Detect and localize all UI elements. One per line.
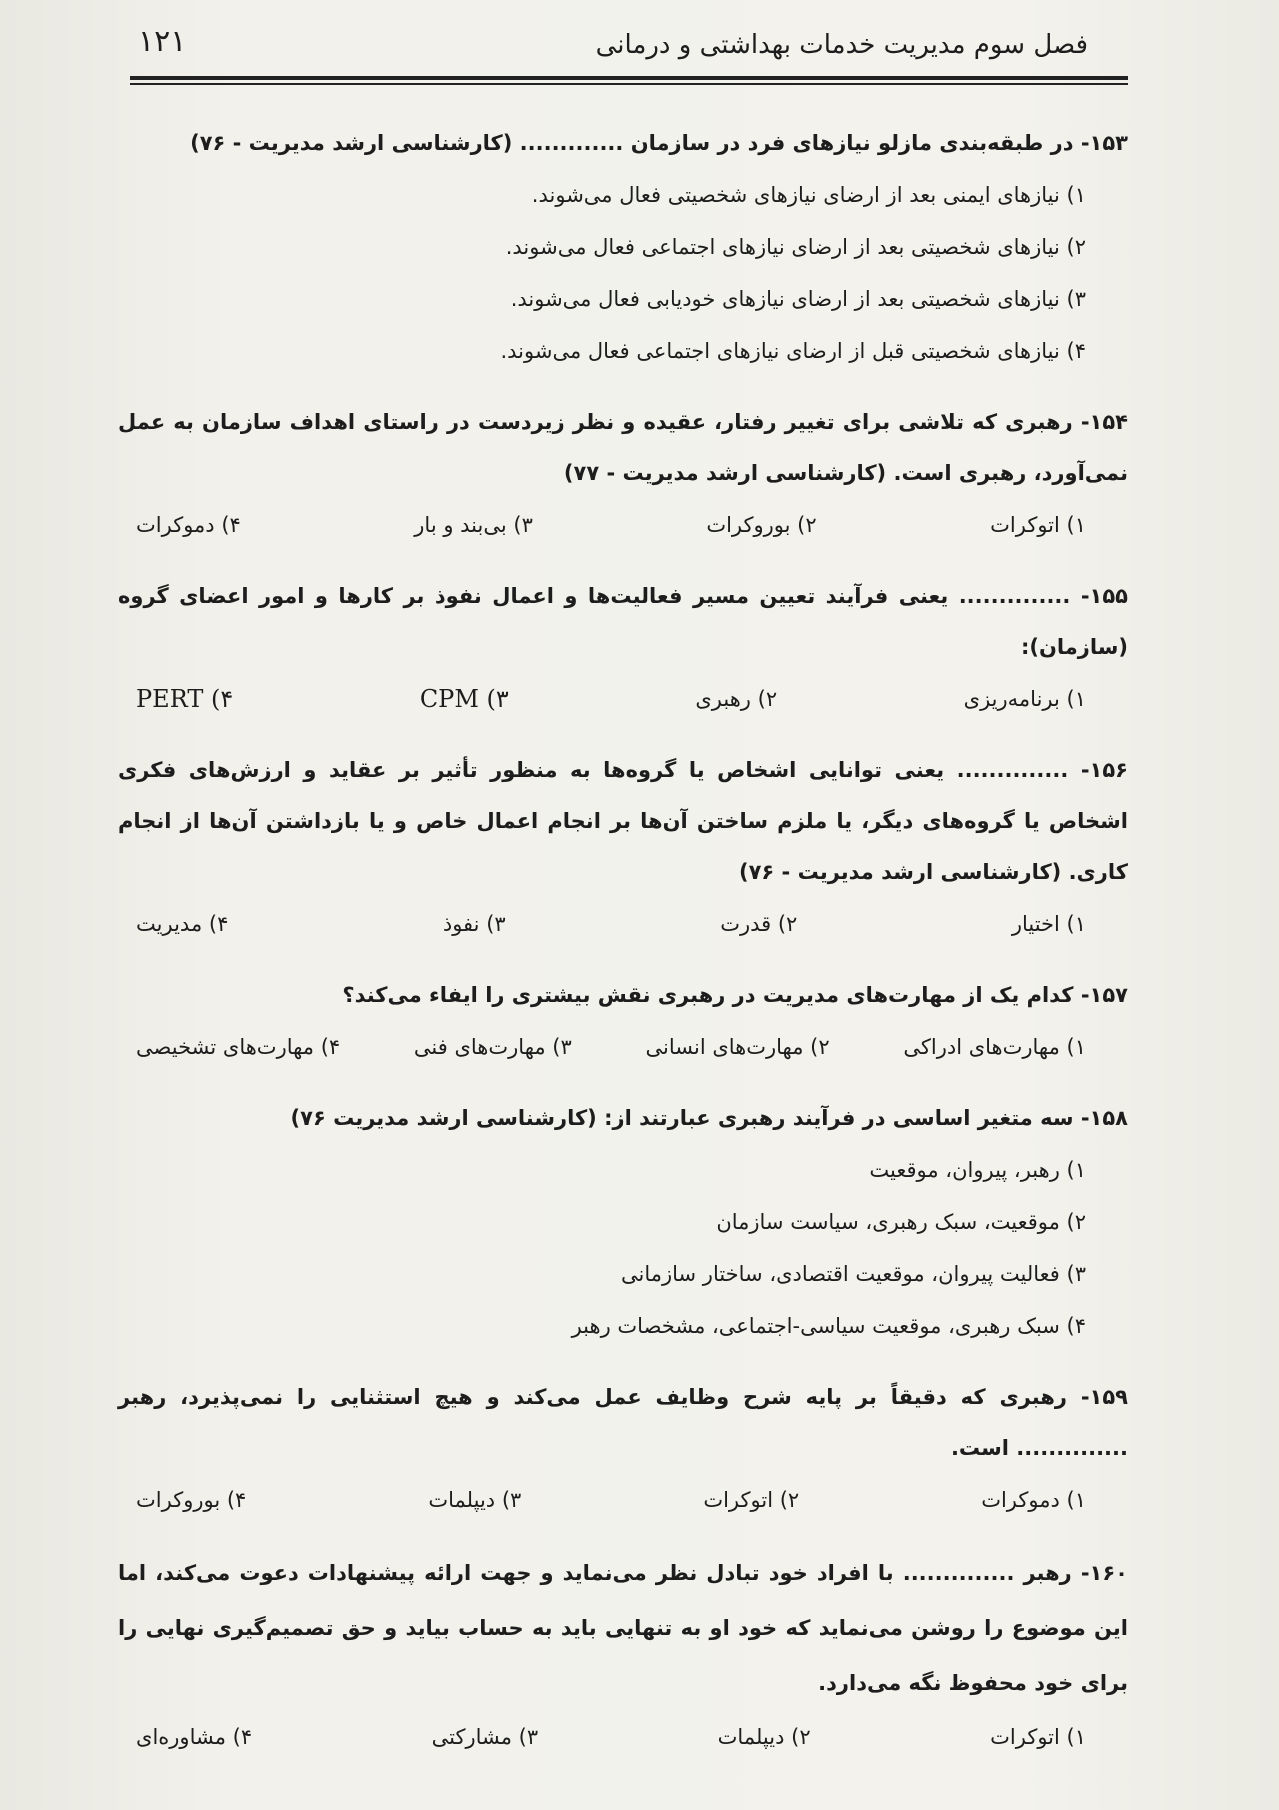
option-3: ۳) دیپلمات xyxy=(428,1488,522,1512)
question-153 xyxy=(118,118,1128,377)
question-155 xyxy=(118,571,1128,725)
option-3: ۳) نیازهای شخصیتی بعد از ارضای نیازهای خودیابی فعال می‌شوند. xyxy=(510,287,1086,311)
page-header xyxy=(130,16,1128,84)
question-158 xyxy=(118,1093,1128,1352)
header-rule-thick xyxy=(130,76,1128,80)
option-2: ۲) قدرت xyxy=(720,912,798,936)
option-3: ۳) بی‌بند و بار xyxy=(414,513,533,537)
question-text: ۱۵۸- سه متغیر اساسی در فرآیند رهبری عبارتند از: (کارشناسی ارشد مدیریت ۷۶) xyxy=(290,1106,1128,1130)
question-text: ۱۵۷- کدام یک از مهارت‌های مدیریت در رهبری نقش بیشتری را ایفاء می‌کند؟ xyxy=(342,983,1128,1007)
option-2: ۲) موقعیت، سبک رهبری، سیاست سازمان xyxy=(716,1210,1086,1234)
question-text: ۱۵۵- .............. یعنی فرآیند تعیین مسیر فعالیت‌ها و اعمال نفوذ بر کارها و امور اعضای گروه (سازمان): xyxy=(118,584,1128,659)
option-4: ۴) مشاوره‌ای xyxy=(136,1725,253,1749)
option-2: ۲) رهبری xyxy=(695,687,778,711)
option-4: ۴) PERT xyxy=(136,685,234,713)
option-3: ۳) فعالیت پیروان، موقعیت اقتصادی، ساختار سازمانی xyxy=(621,1262,1086,1286)
option-2: ۲) بوروکرات xyxy=(706,513,817,537)
option-3: ۳) CPM xyxy=(419,685,509,713)
question-159 xyxy=(118,1372,1128,1526)
option-1: ۱) اختیار xyxy=(1011,912,1086,936)
option-4: ۴) سبک رهبری، موقعیت سیاسی-اجتماعی، مشخصات رهبر xyxy=(571,1314,1086,1338)
page-number: ۱۲۱ xyxy=(138,24,187,59)
header-rule-thin xyxy=(130,83,1128,85)
question-text: ۱۵۴- رهبری که تلاشی برای تغییر رفتار، عقیده و نظر زیردست در راستای اهداف سازمان به عمل نمی‌آورد، رهبری است. (کارشناسی ارشد مدیریت - ۷۷) xyxy=(118,410,1128,485)
option-2: ۲) دیپلمات xyxy=(717,1725,811,1749)
option-1: ۱) برنامه‌ریزی xyxy=(963,687,1086,711)
chapter-title: فصل سوم مدیریت خدمات بهداشتی و درمانی xyxy=(595,30,1088,60)
option-4: ۴) مدیریت xyxy=(136,912,229,936)
option-3: ۳) نفوذ xyxy=(442,912,506,936)
option-4: ۴) بوروکرات xyxy=(136,1488,247,1512)
option-1: ۱) مهارت‌های ادراکی xyxy=(903,1035,1086,1059)
option-1: ۱) اتوکرات xyxy=(990,513,1086,537)
option-1: ۱) رهبر، پیروان، موقعیت xyxy=(869,1158,1086,1182)
options-row xyxy=(118,499,1128,551)
options-row xyxy=(118,898,1128,950)
question-156 xyxy=(118,745,1128,950)
option-4: ۴) نیازهای شخصیتی قبل از ارضای نیازهای اجتماعی فعال می‌شوند. xyxy=(500,339,1086,363)
option-1: ۱) نیازهای ایمنی بعد از ارضای نیازهای شخصیتی فعال می‌شوند. xyxy=(531,183,1086,207)
question-text: ۱۶۰- رهبر .............. با افراد خود تبادل نظر می‌نماید و جهت ارائه پیشنهادات دعوت می‌کند، اما این موضوع را روشن می‌نماید که خود او به تنهایی باید به حساب بیاید و حق تصمیم‌گیری نهایی را برای خود محفوظ نگه می‌دارد. xyxy=(118,1561,1128,1695)
options-row xyxy=(118,1711,1128,1763)
question-160 xyxy=(118,1546,1128,1763)
option-4: ۴) مهارت‌های تشخیصی xyxy=(136,1035,341,1059)
option-2: ۲) اتوکرات xyxy=(703,1488,800,1512)
option-1: ۱) دموکرات xyxy=(981,1488,1086,1512)
question-text: ۱۵۳- در طبقه‌بندی مازلو نیازهای فرد در سازمان ............. (کارشناسی ارشد مدیریت - ۷۶) xyxy=(190,131,1128,155)
question-text: ۱۵۹- رهبری که دقیقاً بر پایه شرح وظایف عمل می‌کند و هیچ استثنایی را نمی‌پذیرد، رهبر .............. است. xyxy=(118,1385,1128,1460)
option-3: ۳) مهارت‌های فنی xyxy=(413,1035,572,1059)
questions-list xyxy=(118,118,1128,1783)
option-2: ۲) مهارت‌های انسانی xyxy=(645,1035,830,1059)
option-2: ۲) نیازهای شخصیتی بعد از ارضای نیازهای اجتماعی فعال می‌شوند. xyxy=(505,235,1086,259)
question-text: ۱۵۶- .............. یعنی توانایی اشخاص یا گروه‌ها به منظور تأثیر بر عقاید و ارزش‌های فکری اشخاص یا گروه‌های دیگر، یا ملزم ساختن آن‌ها بر انجام اعمال خاص و یا بازداشتن آن‌ها از انجام کاری. (کارشناسی ارشد مدیریت - ۷۶) xyxy=(118,758,1128,884)
option-1: ۱) اتوکرات xyxy=(990,1725,1086,1749)
options-row xyxy=(118,1021,1128,1073)
option-3: ۳) مشارکتی xyxy=(431,1725,539,1749)
question-157 xyxy=(118,970,1128,1073)
question-154 xyxy=(118,397,1128,551)
options-row xyxy=(118,673,1128,725)
options-row xyxy=(118,1474,1128,1526)
option-4: ۴) دموکرات xyxy=(136,513,241,537)
